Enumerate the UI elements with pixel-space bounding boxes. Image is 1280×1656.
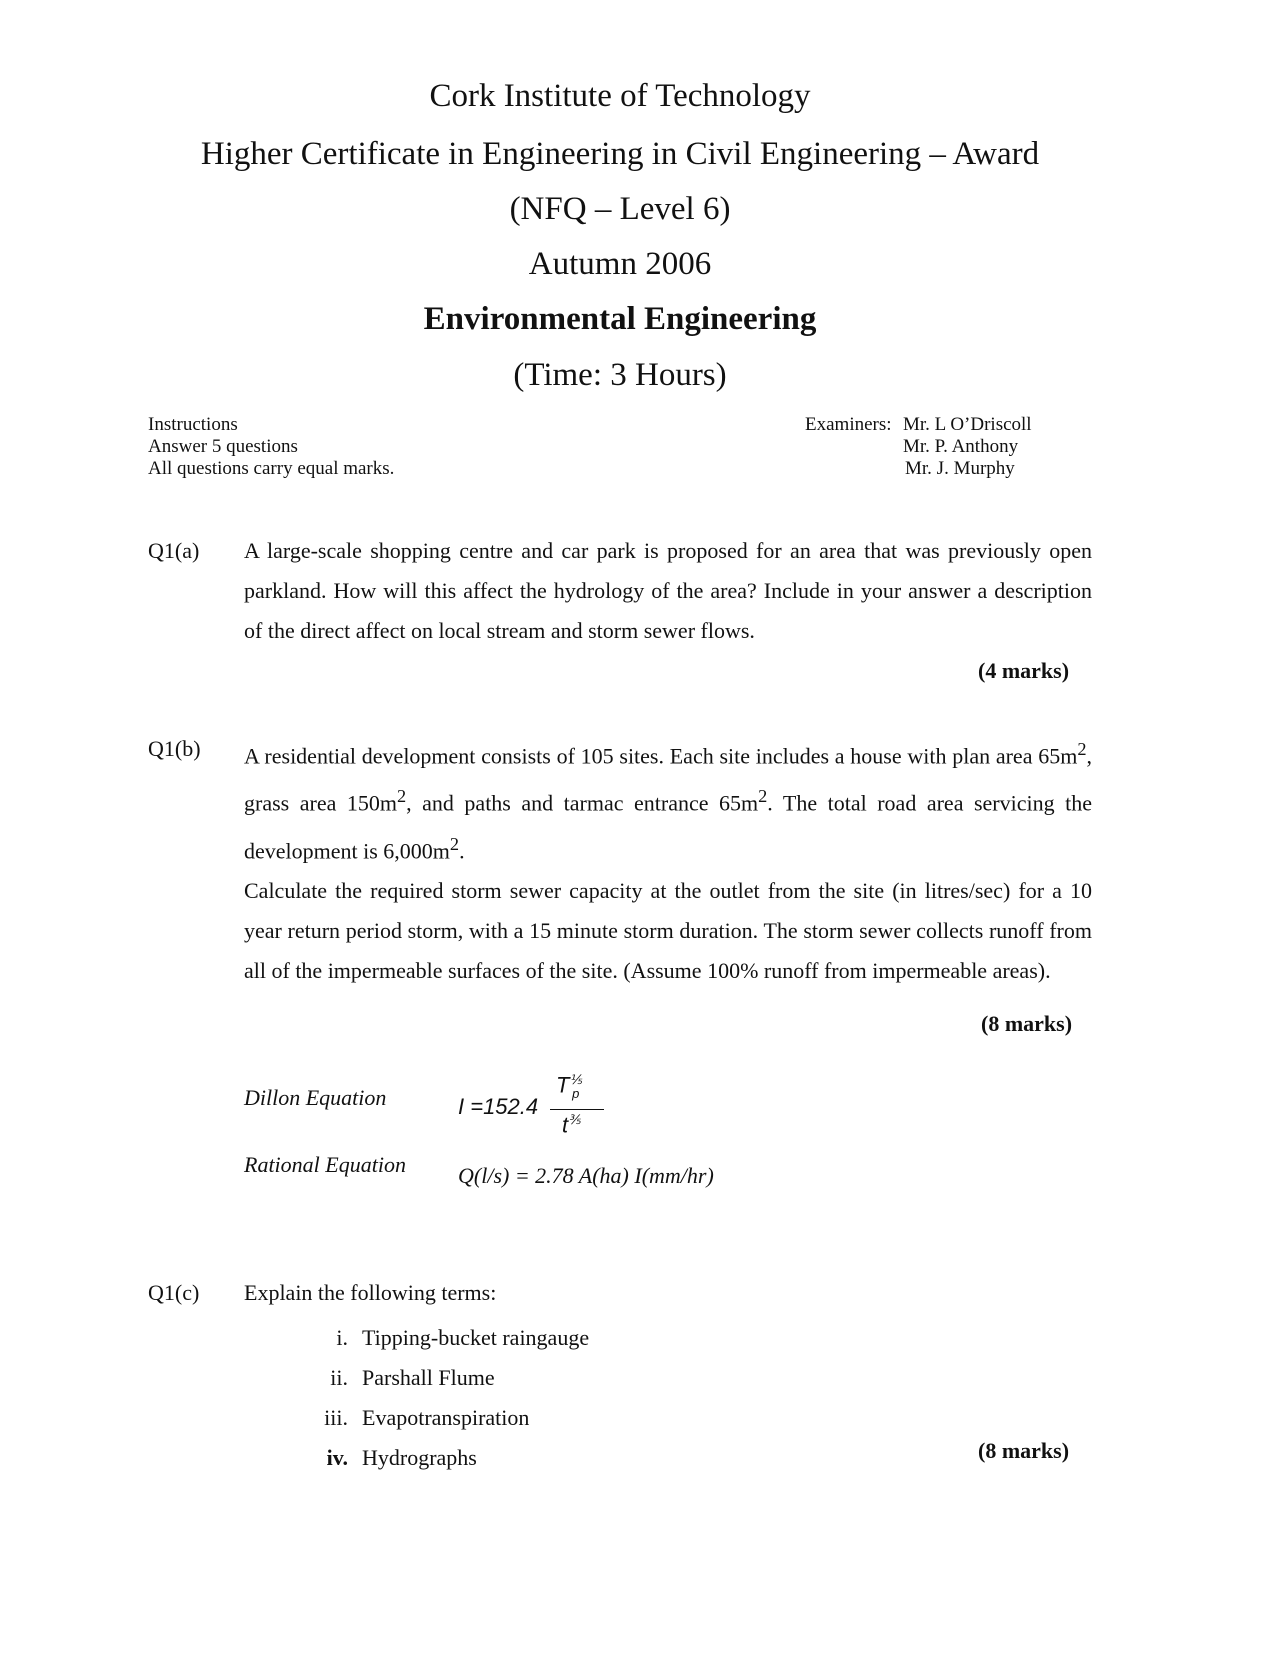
- list-text: Tipping-bucket raingauge: [362, 1325, 590, 1350]
- dillon-equation-label: Dillon Equation: [244, 1085, 387, 1110]
- q1b-text-part: . The total road area servicing the development is 6,000m: [244, 790, 1092, 863]
- rational-equation-label: Rational Equation: [244, 1152, 406, 1177]
- superscript: 2: [449, 833, 460, 854]
- dillon-num-subscript: p: [572, 1085, 580, 1101]
- dillon-num-exponent: ⅕: [569, 1072, 583, 1087]
- q1b-text-part: A residential development consists of 105 sites. Each site includes a house with plan area 65m: [244, 743, 1078, 769]
- dillon-denominator: [562, 1112, 581, 1138]
- instructions-heading: Instructions: [148, 414, 238, 435]
- institute-title: Cork Institute of Technology: [429, 78, 811, 114]
- subject-title: Environmental Engineering: [423, 301, 817, 337]
- dillon-numerator: [556, 1072, 583, 1101]
- examiners-names: [903, 414, 1032, 480]
- marks-q1a: (4 marks): [978, 658, 1070, 683]
- instructions-block: [148, 414, 394, 480]
- level-line: (NFQ – Level 6): [509, 191, 731, 227]
- dillon-fraction: [550, 1072, 610, 1144]
- session-line: Autumn 2006: [528, 246, 712, 282]
- dillon-lhs: I =152.4: [458, 1094, 539, 1119]
- dillon-den-exponent: ⅗: [568, 1112, 581, 1127]
- examiners-label: Examiners:: [805, 414, 892, 435]
- marks-q1b: (8 marks): [981, 1011, 1073, 1036]
- q1b-text-part: , and paths and tarmac entrance 65m: [406, 790, 759, 816]
- question-text-q1b: [244, 729, 1092, 991]
- list-number: iii.: [324, 1405, 348, 1430]
- list-text: Parshall Flume: [362, 1365, 495, 1390]
- examiner-name: Mr. L O’Driscoll: [903, 414, 1032, 435]
- question-label-q1a: Q1(a): [148, 538, 200, 563]
- superscript: 2: [396, 786, 407, 807]
- superscript: 2: [758, 786, 768, 807]
- list-number: iv.: [326, 1445, 348, 1470]
- programme-title: Higher Certificate in Engineering in Civil Engineering – Award: [200, 136, 1040, 172]
- dillon-equation: [458, 1072, 618, 1144]
- time-line: (Time: 3 Hours): [513, 357, 727, 393]
- question-text-q1c: Explain the following terms:: [244, 1280, 497, 1305]
- rational-equation: Q(l/s) = 2.78 A(ha) I(mm/hr): [458, 1163, 714, 1188]
- instructions-line: Answer 5 questions: [148, 436, 298, 457]
- superscript: 2: [1077, 739, 1087, 759]
- question-label-q1c: Q1(c): [148, 1280, 200, 1305]
- fraction-bar: [550, 1109, 604, 1110]
- q1b-text-part: .: [459, 837, 465, 863]
- instructions-line: All questions carry equal marks.: [148, 458, 395, 479]
- q1b-text-calculate: Calculate the required storm sewer capacity at the outlet from the site (in litres/sec) for a 10 year return period storm, with a 15 minute storm duration. The storm sewer collects runoff from all of the impermeable surfaces of the site. (Assume 100% runoff from impermeable areas).: [244, 877, 1092, 983]
- question-label-q1b: Q1(b): [148, 736, 201, 761]
- dillon-den-symbol: t: [562, 1112, 569, 1138]
- examiner-name: Mr. J. Murphy: [905, 458, 1015, 479]
- list-number: i.: [336, 1325, 348, 1350]
- question-text-q1a: A large-scale shopping centre and car park is proposed for an area that was previously open parkland. How will this affect the hydrology of the area? Include in your answer a description of the direct affect on local stream and storm sewer flows.: [244, 538, 1092, 643]
- list-text: Evapotranspiration: [362, 1405, 530, 1430]
- examiner-name: Mr. P. Anthony: [903, 436, 1019, 457]
- marks-q1c: (8 marks): [978, 1438, 1070, 1463]
- dillon-num-symbol: T: [556, 1072, 570, 1098]
- q1b-text-part: , grass area 150m: [244, 743, 1092, 816]
- list-number: ii.: [330, 1365, 348, 1390]
- list-text: Hydrographs: [362, 1445, 477, 1470]
